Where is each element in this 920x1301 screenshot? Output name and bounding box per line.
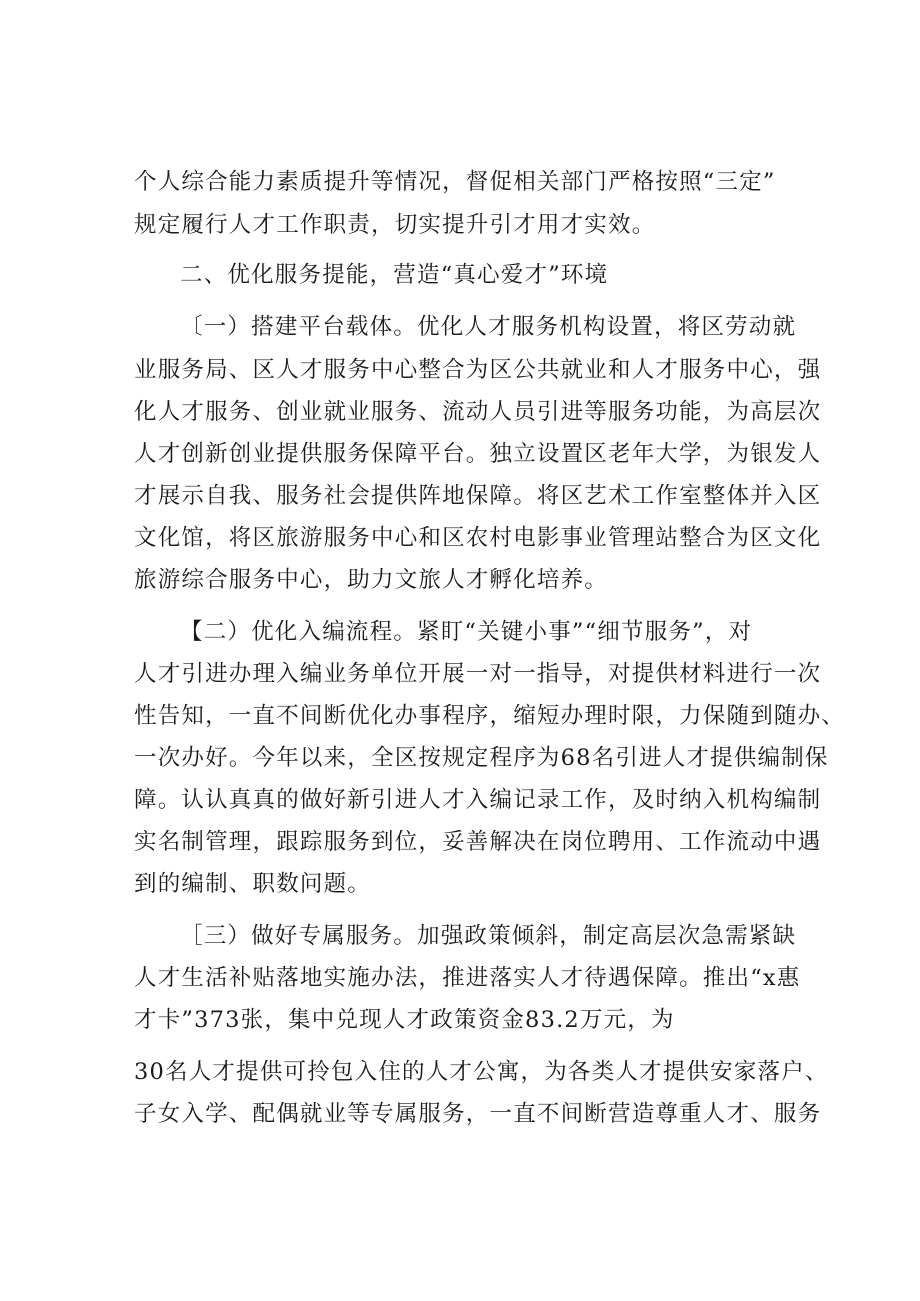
text-line: 人才生活补贴落地实施办法，推进落实人才待遇保障。推出“x惠 [134, 965, 801, 991]
text-line: 性告知，一直不间断优化办事程序，缩短办理时限，力保随到随办、 [134, 703, 846, 729]
text-line: 化人才服务、创业就业服务、流动人员引进等服务功能，为高层次 [134, 399, 822, 425]
text-line: 文化馆，将区旅游服务中心和区农村电影事业管理站整合为区文化 [134, 525, 822, 551]
section-heading: 二、优化服务提能，营造“真心爱才”环境 [180, 262, 609, 288]
text-line: 个人综合能力素质提升等情况，督促相关部门严格按照“三定” [134, 169, 776, 195]
text-line: 子女入学、配偶就业等专属服务，一直不间断营造尊重人才、服务 [134, 1101, 822, 1127]
text-line: 才展示自我、服务社会提供阵地保障。将区艺术工作室整体并入区 [134, 483, 822, 509]
text-line: 旅游综合服务中心，助力文旅人才孵化培养。 [134, 567, 609, 593]
text-line: 业服务局、区人才服务中心整合为区公共就业和人才服务中心，强 [134, 357, 822, 383]
text-line: ［三）做好专属服务。加强政策倾斜，制定高层次急需紧缺 [180, 923, 797, 949]
text-line: 才卡”373张，集中兑现人才政策资金83.2万元，为 [134, 1007, 675, 1033]
text-line: 人才引进办理入编业务单位开展一对一指导，对提供材料进行一次 [134, 661, 822, 687]
text-line: 到的编制、职数问题。 [134, 871, 372, 897]
text-line: 一次办好。今年以来，全区按规定程序为68名引进人才提供编制保 [134, 745, 829, 771]
text-line: 人才创新创业提供服务保障平台。独立设置区老年大学，为银发人 [134, 441, 822, 467]
text-line: 障。认认真真的做好新引进人才入编记录工作，及时纳入机构编制 [134, 787, 822, 813]
text-line: 【二）优化入编流程。紧盯“关键小事”“细节服务”，对 [180, 619, 753, 645]
text-line: 30名人才提供可拎包入住的人才公寓，为各类人才提供安家落户、 [134, 1059, 829, 1085]
text-line: 规定履行人才工作职责，切实提升引才用才实效。 [134, 212, 656, 238]
text-line: 〔一）搭建平台载体。优化人才服务机构设置，将区劳动就 [180, 314, 797, 340]
text-line: 实名制管理，跟踪服务到位，妥善解决在岗位聘用、工作流动中遇 [134, 829, 822, 855]
